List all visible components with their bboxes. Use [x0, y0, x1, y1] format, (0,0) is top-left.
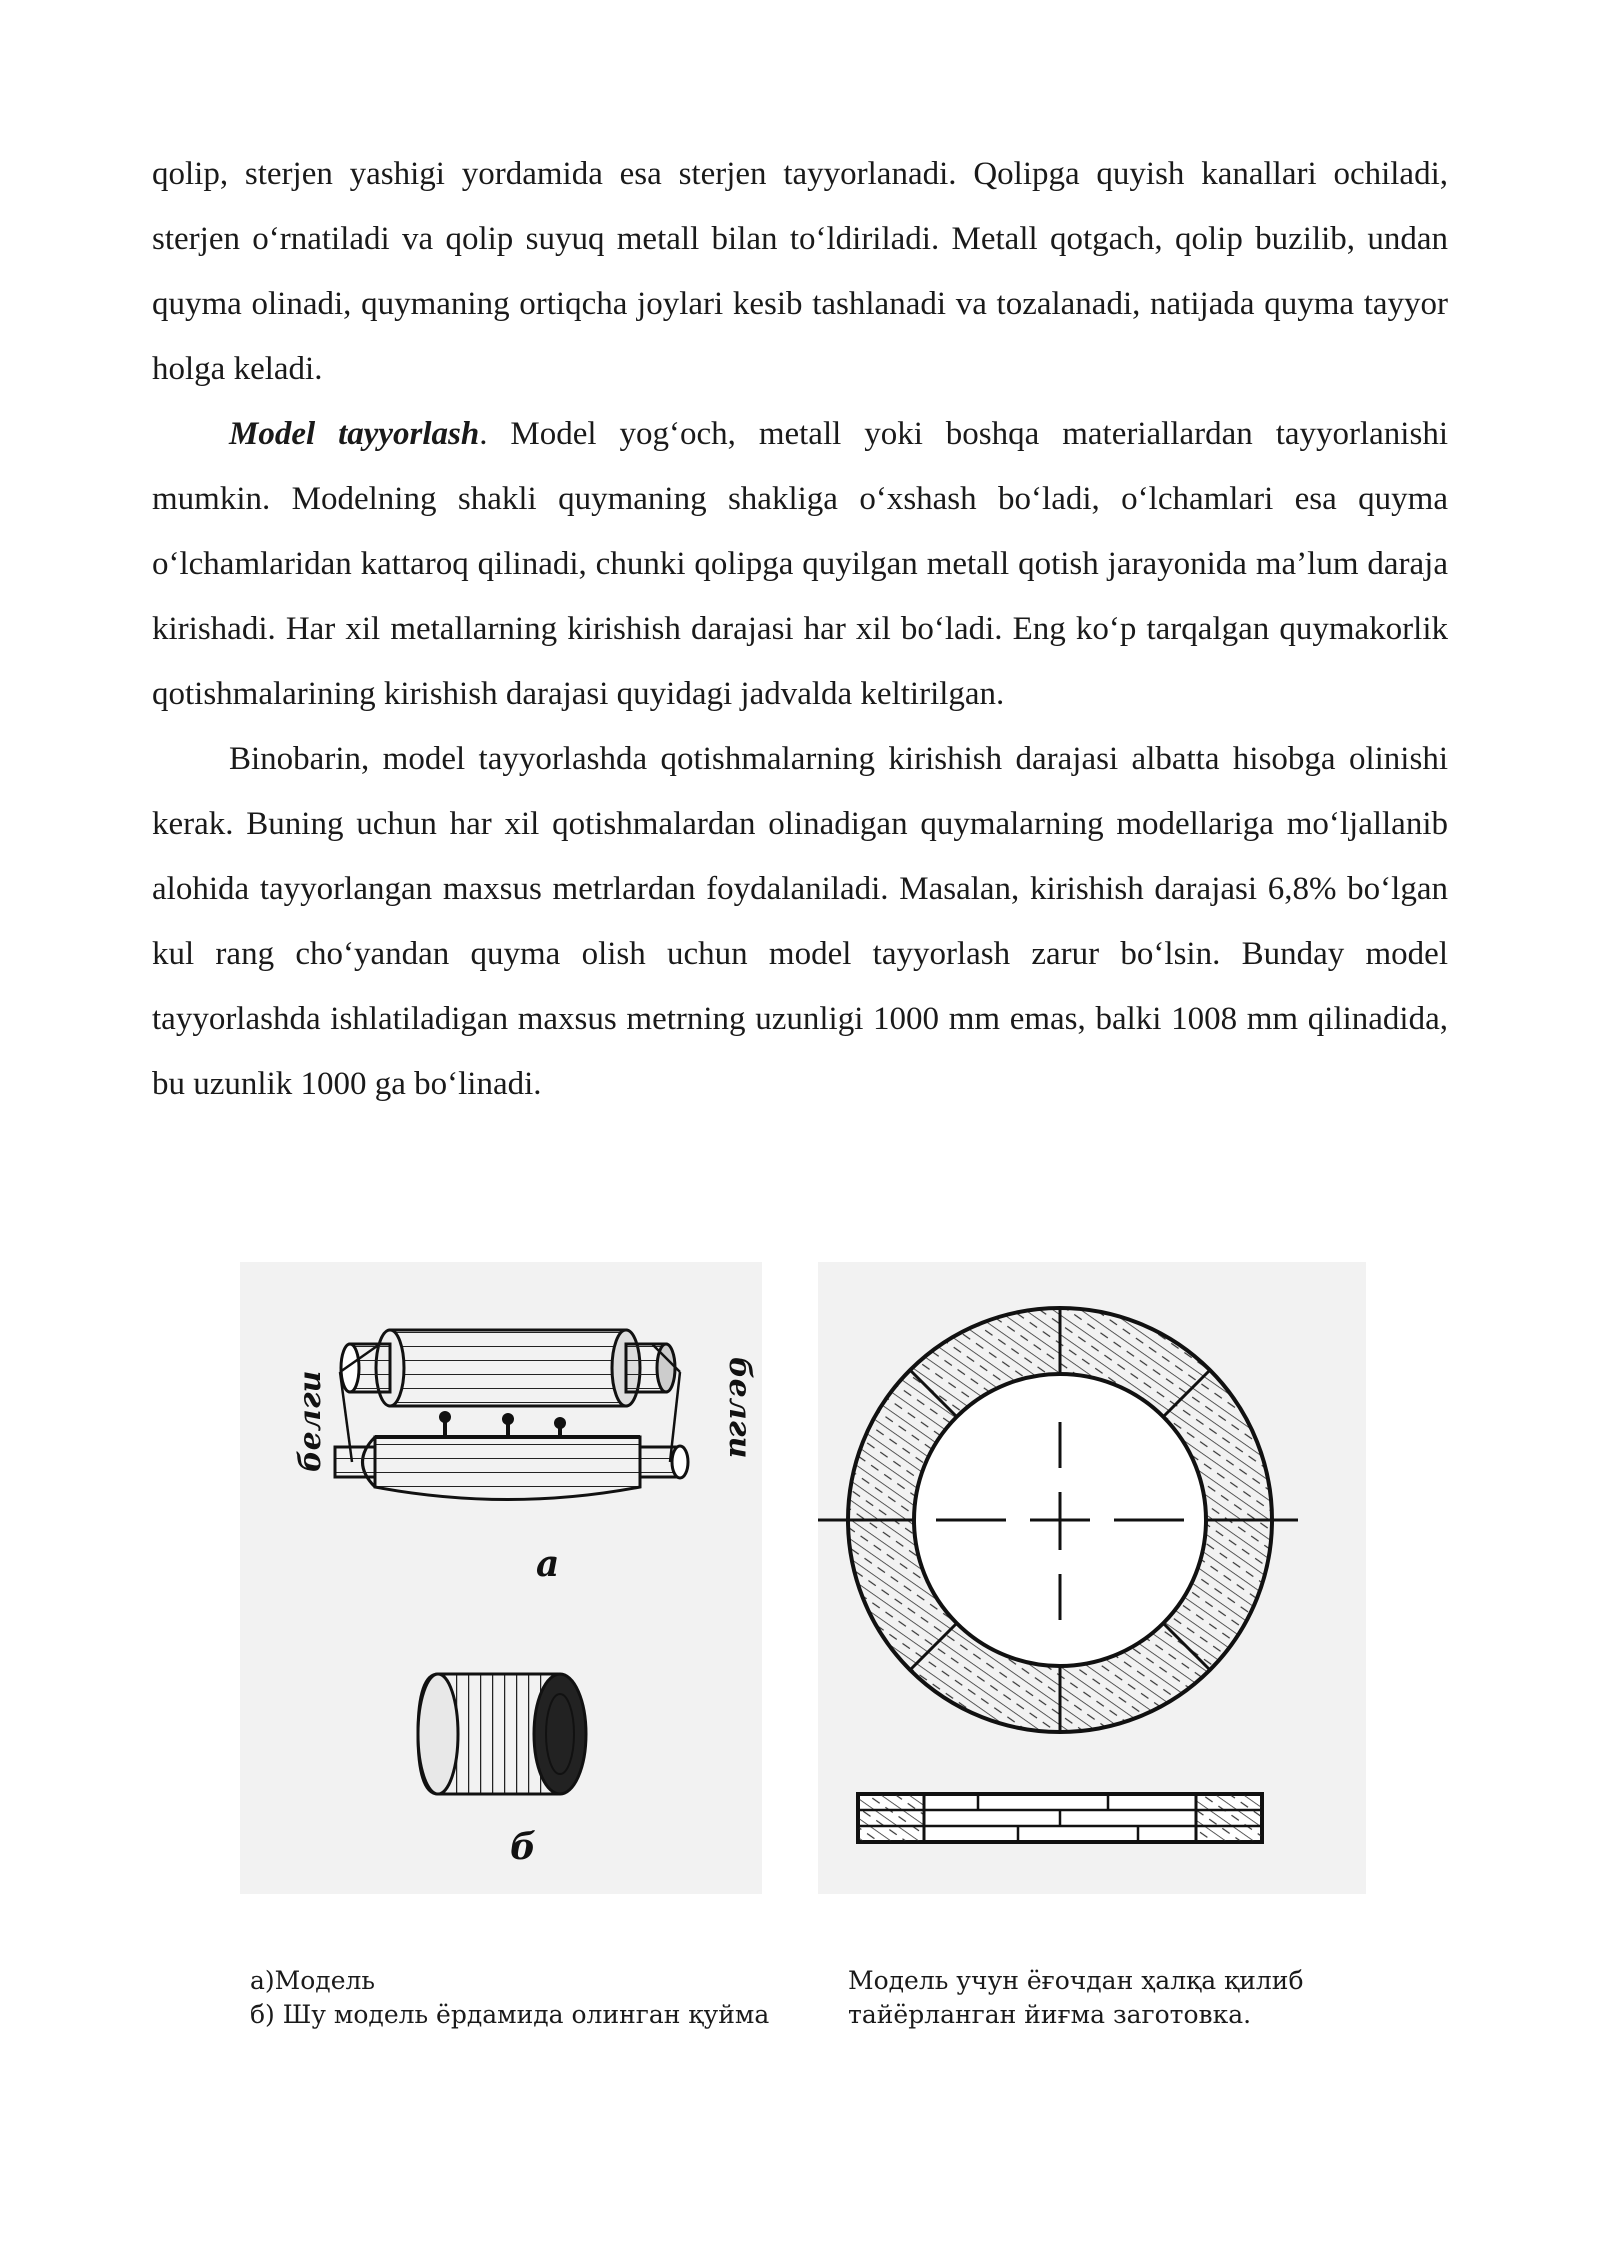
- caption-left-line-2: б) Шу модель ёрдамида олинган қуйма: [250, 2000, 770, 2029]
- label-belgi-left: белги: [293, 1370, 328, 1472]
- caption-left: [250, 1964, 770, 2032]
- pattern-top-half: [341, 1330, 675, 1406]
- casting-cylinder: [418, 1674, 586, 1794]
- ring-section-view: [858, 1794, 1262, 1842]
- paragraph-2-text: . Model yog‘och, metall yoki boshqa materiallardan tayyorlanishi mumkin. Modelning shakli quymaning shakliga o‘xshash bo‘ladi, o‘lchamlari esa quyma o‘lchamlaridan kattaroq qilinadi, chunki qolipga quyilgan metall qotish jarayonida ma’lum daraja kirishadi. Har xil metallarning kirishish darajasi har xil bo‘ladi. Eng ko‘p tarqalgan quymakorlik qotishmalarining kirishish darajasi quyidagi jadvalda keltirilgan.: [152, 416, 1448, 712]
- figure-model-casting: [240, 1262, 762, 1894]
- label-belgi-right: белги: [722, 1357, 757, 1459]
- ring-blank-drawing: [818, 1262, 1366, 1894]
- ring-plan-view: [818, 1308, 1298, 1732]
- caption-right: [848, 1964, 1356, 2032]
- label-b: б: [510, 1826, 536, 1868]
- body-text: [152, 142, 1448, 1117]
- label-a: а: [536, 1543, 560, 1585]
- caption-left-line-1: а)Модель: [250, 1966, 375, 1995]
- paragraph-1: qolip, sterjen yashigi yordamida esa sterjen tayyorlanadi. Qolipga quyish kanallari ochiladi, sterjen o‘rnatiladi va qolip suyuq metall bilan to‘ldiriladi. Metall qotgach, qolip buzilib, undan quyma olinadi, quymaning ortiqcha joylari kesib tashlanadi va tozalanadi, natijada quyma tayyor holga keladi.: [152, 156, 1448, 387]
- caption-right-line-2: тайёрланган йиғма заготовка.: [848, 2000, 1252, 2029]
- pattern-bottom-half: [335, 1411, 688, 1500]
- paragraph-2: [152, 402, 1448, 727]
- section-title: Model tayyorlash: [229, 416, 480, 452]
- figure-ring-blank: [818, 1262, 1366, 1894]
- paragraph-3: Binobarin, model tayyorlashda qotishmalarning kirishish darajasi albatta hisobga olinishi kerak. Buning uchun har xil qotishmalardan olinadigan quymalarning modellariga mo‘ljallanib alohida tayyorlangan maxsus metrlardan foydalaniladi. Masalan, kirishish darajasi 6,8% bo‘lgan kul rang cho‘yandan quyma olish uchun model tayyorlash zarur bo‘lsin. Bunday model tayyorlashda ishlatiladigan maxsus metrning uzunligi 1000 mm emas, balki 1008 mm qilinadida, bu uzunlik 1000 ga bo‘linadi.: [152, 741, 1448, 1102]
- caption-right-line-1: Модель учун ёғочдан ҳалқа қилиб: [848, 1966, 1304, 1995]
- model-casting-drawing: [240, 1262, 762, 1894]
